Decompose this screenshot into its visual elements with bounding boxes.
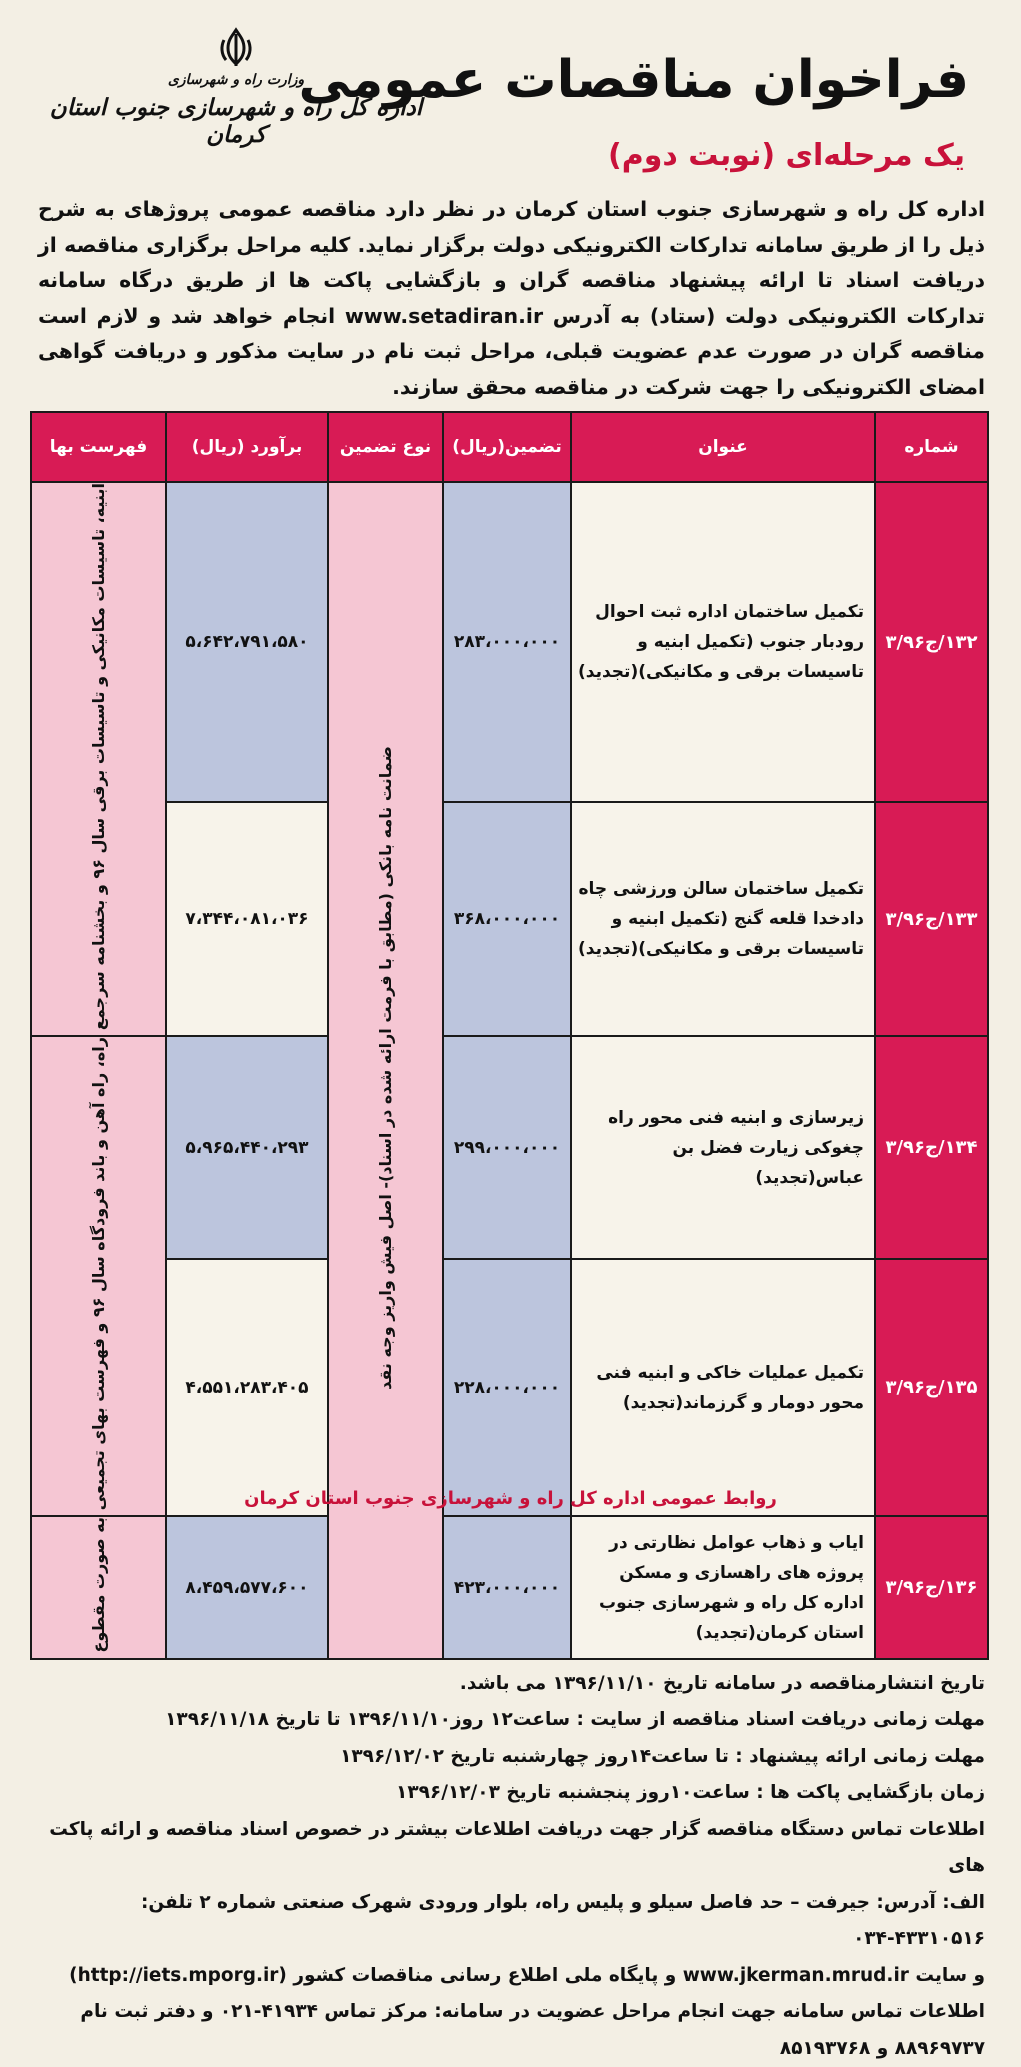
row-guarantee: ۴۲۳،۰۰۰،۰۰۰	[443, 1516, 571, 1659]
row-estimate: ۵،۹۶۵،۴۴۰،۲۹۳	[166, 1036, 328, 1259]
row-number: ۱۳۲/ج۳/۹۶	[875, 482, 988, 802]
price-list-text: به صورت مقطوع	[88, 1517, 108, 1653]
organization-name: اداره کل راه و شهرسازی جنوب استان کرمان	[49, 94, 423, 148]
intro-paragraph	[22, 192, 999, 405]
tender-table	[30, 411, 989, 1660]
setad-contact: اطلاعات تماس سامانه جهت انجام مراحل عضویت در سامانه: مرکز تماس ۴۱۹۳۴-۰۲۱ و دفتر ثبت نام	[80, 2001, 985, 2023]
document-deadline: مهلت زمانی دریافت اسناد مناقصه از سایت : ساعت۱۲ روز۱۳۹۶/۱۱/۱۰ تا تاریخ ۱۳۹۶/۱۱/۱۸	[165, 1709, 985, 1731]
table-row	[31, 1516, 988, 1659]
public-relations-footer: روابط عمومی اداره کل راه و شهرسازی جنوب استان کرمان	[244, 1488, 777, 1509]
row-estimate: ۴،۵۵۱،۲۸۳،۴۰۵	[166, 1259, 328, 1516]
intro-text-start: اداره کل راه و شهرسازی جنوب استان کرمان در نظر دارد مناقصه عمومی پروژهای به شرح ذیل را از طریق سامانه تدارکات الکترونیکی دولت برگزار نماید. کلیه مراحل برگزاری مناقصه از دریافت اسناد تا ارائه پیشنهاد مناقصه گران و بازگشایی پاکت ها از طریق درگاه سامانه تدارکات الکترونیکی دولت (ستاد) به آدرس	[38, 197, 985, 328]
intro-text-end: انجام خواهد شد و لازم است مناقصه گران در صورت عدم عضویت قبلی، مراحل ثبت نام در سایت مذکور و دریافت گواهی امضای الکترونیکی را جهت شرکت در مناقصه محقق سازند.	[38, 303, 985, 399]
page-title: فراخوان مناقصات عمومی	[298, 50, 969, 110]
setadiran-link[interactable]: www.setadiran.ir	[344, 303, 544, 328]
table-header-row	[31, 412, 988, 482]
registration-phones: ۸۸۹۶۹۷۳۷ و ۸۵۱۹۳۷۶۸	[779, 2037, 985, 2059]
price-list-text: ابنیه، تاسیسات مکانیکی و تاسیسات برقی سال ۹۶ و بخشنامه سرجمع	[88, 483, 108, 1031]
site-prefix: و سایت	[915, 1964, 985, 1986]
row-title: تکمیل ساختمان اداره ثبت احوال رودبار جنوب (تکمیل ابنیه و تاسیسات برقی و مکانیکی)(تجدید)	[571, 482, 875, 802]
row-number: ۱۳۴/ج۳/۹۶	[875, 1036, 988, 1259]
row-guarantee: ۲۸۳،۰۰۰،۰۰۰	[443, 482, 571, 802]
row-title: تکمیل عملیات خاکی و ابنیه فنی محور دومار و گرزماند(تجدید)	[571, 1259, 875, 1516]
price-list-text: راه، راه آهن و باند فرودگاه سال ۹۶ و فهرست بهای تجمیعی	[88, 1037, 108, 1511]
row-guarantee: ۲۹۹،۰۰۰،۰۰۰	[443, 1036, 571, 1259]
header-price-list: فهرست بها	[31, 412, 166, 482]
page-subtitle: یک مرحله‌ای (نوبت دوم)	[608, 138, 965, 173]
organization-block	[46, 26, 426, 156]
guarantee-type-text: ضمانت نامه بانکی (مطابق با فرمت ارائه شده در اسناد)- اصل فیش واریز وجه نقد	[375, 746, 395, 1390]
header-title: عنوان	[571, 412, 875, 482]
row-guarantee: ۲۲۸،۰۰۰،۰۰۰	[443, 1259, 571, 1516]
iets-link[interactable]: (http://iets.mporg.ir)	[69, 1964, 287, 1986]
row-estimate: ۵،۶۴۲،۷۹۱،۵۸۰	[166, 482, 328, 802]
row-title: ایاب و ذهاب عوامل نظارتی در پروژه های راهسازی و مسکن اداره کل راه و شهرسازی جنوب استان کرمان(تجدید)	[571, 1516, 875, 1659]
row-title: تکمیل ساختمان سالن ورزشی چاه دادخدا قلعه گنج (تکمیل ابنیه و تاسیسات برقی و مکانیکی)(تجدید)	[571, 802, 875, 1036]
price-list-cell	[31, 1036, 166, 1516]
address: الف: آدرس: جیرفت – حد فاصل سیلو و پلیس راه، بلوار ورودی شهرک صنعتی شماره ۲ تلفن: ۴۳۳۱۰۵۱۶-۰۳۴	[141, 1891, 985, 1950]
contact-intro: اطلاعات تماس دستگاه مناقصه گزار جهت دریافت اطلاعات بیشتر در خصوص اسناد مناقصه و ارائه پاکت های	[49, 1818, 985, 1877]
header	[22, 14, 999, 184]
row-number: ۱۳۳/ج۳/۹۶	[875, 802, 988, 1036]
price-list-cell	[31, 1516, 166, 1659]
row-title: زیرسازی و ابنیه فنی محور راه چغوکی زیارت فضل بن عباس(تجدید)	[571, 1036, 875, 1259]
row-number: ۱۳۵/ج۳/۹۶	[875, 1259, 988, 1516]
header-number: شماره	[875, 412, 988, 482]
header-guarantee-type: نوع تضمین	[328, 412, 443, 482]
tender-table-wrapper	[32, 411, 989, 1660]
publish-date: تاریخ انتشارمناقصه در سامانه تاریخ ۱۳۹۶/۱۱/۱۰ می باشد.	[459, 1672, 985, 1694]
guarantee-type-cell	[328, 482, 443, 1659]
offer-deadline: مهلت زمانی ارائه پیشنهاد : تا ساعت۱۴روز چهارشنبه تاریخ ۱۳۹۶/۱۲/۰۲	[340, 1745, 985, 1767]
table-row	[31, 482, 988, 802]
table-row	[31, 802, 988, 1036]
row-estimate: ۷،۳۴۴،۰۸۱،۰۳۶	[166, 802, 328, 1036]
row-estimate: ۸،۴۵۹،۵۷۷،۶۰۰	[166, 1516, 328, 1659]
opening-time: زمان بازگشایی پاکت ها : ساعت۱۰روز پنجشنبه تاریخ ۱۳۹۶/۱۲/۰۳	[396, 1782, 985, 1804]
header-guarantee: تضمین(ریال)	[443, 412, 571, 482]
ministry-name: وزارت راه و شهرسازی	[167, 72, 305, 88]
tender-info	[22, 1666, 999, 2067]
table-row	[31, 1259, 988, 1516]
price-list-cell	[31, 482, 166, 1036]
row-number: ۱۳۶/ج۳/۹۶	[875, 1516, 988, 1659]
header-estimate: برآورد (ریال)	[166, 412, 328, 482]
row-guarantee: ۳۶۸،۰۰۰،۰۰۰	[443, 802, 571, 1036]
table-row	[31, 1036, 988, 1259]
jkerman-link[interactable]: www.jkerman.mrud.ir	[682, 1964, 909, 1986]
site-middle: و پایگاه ملی اطلاع رسانی مناقصات کشور	[293, 1964, 677, 1986]
iran-emblem-icon	[216, 26, 256, 70]
websites-line	[38, 1958, 985, 1995]
